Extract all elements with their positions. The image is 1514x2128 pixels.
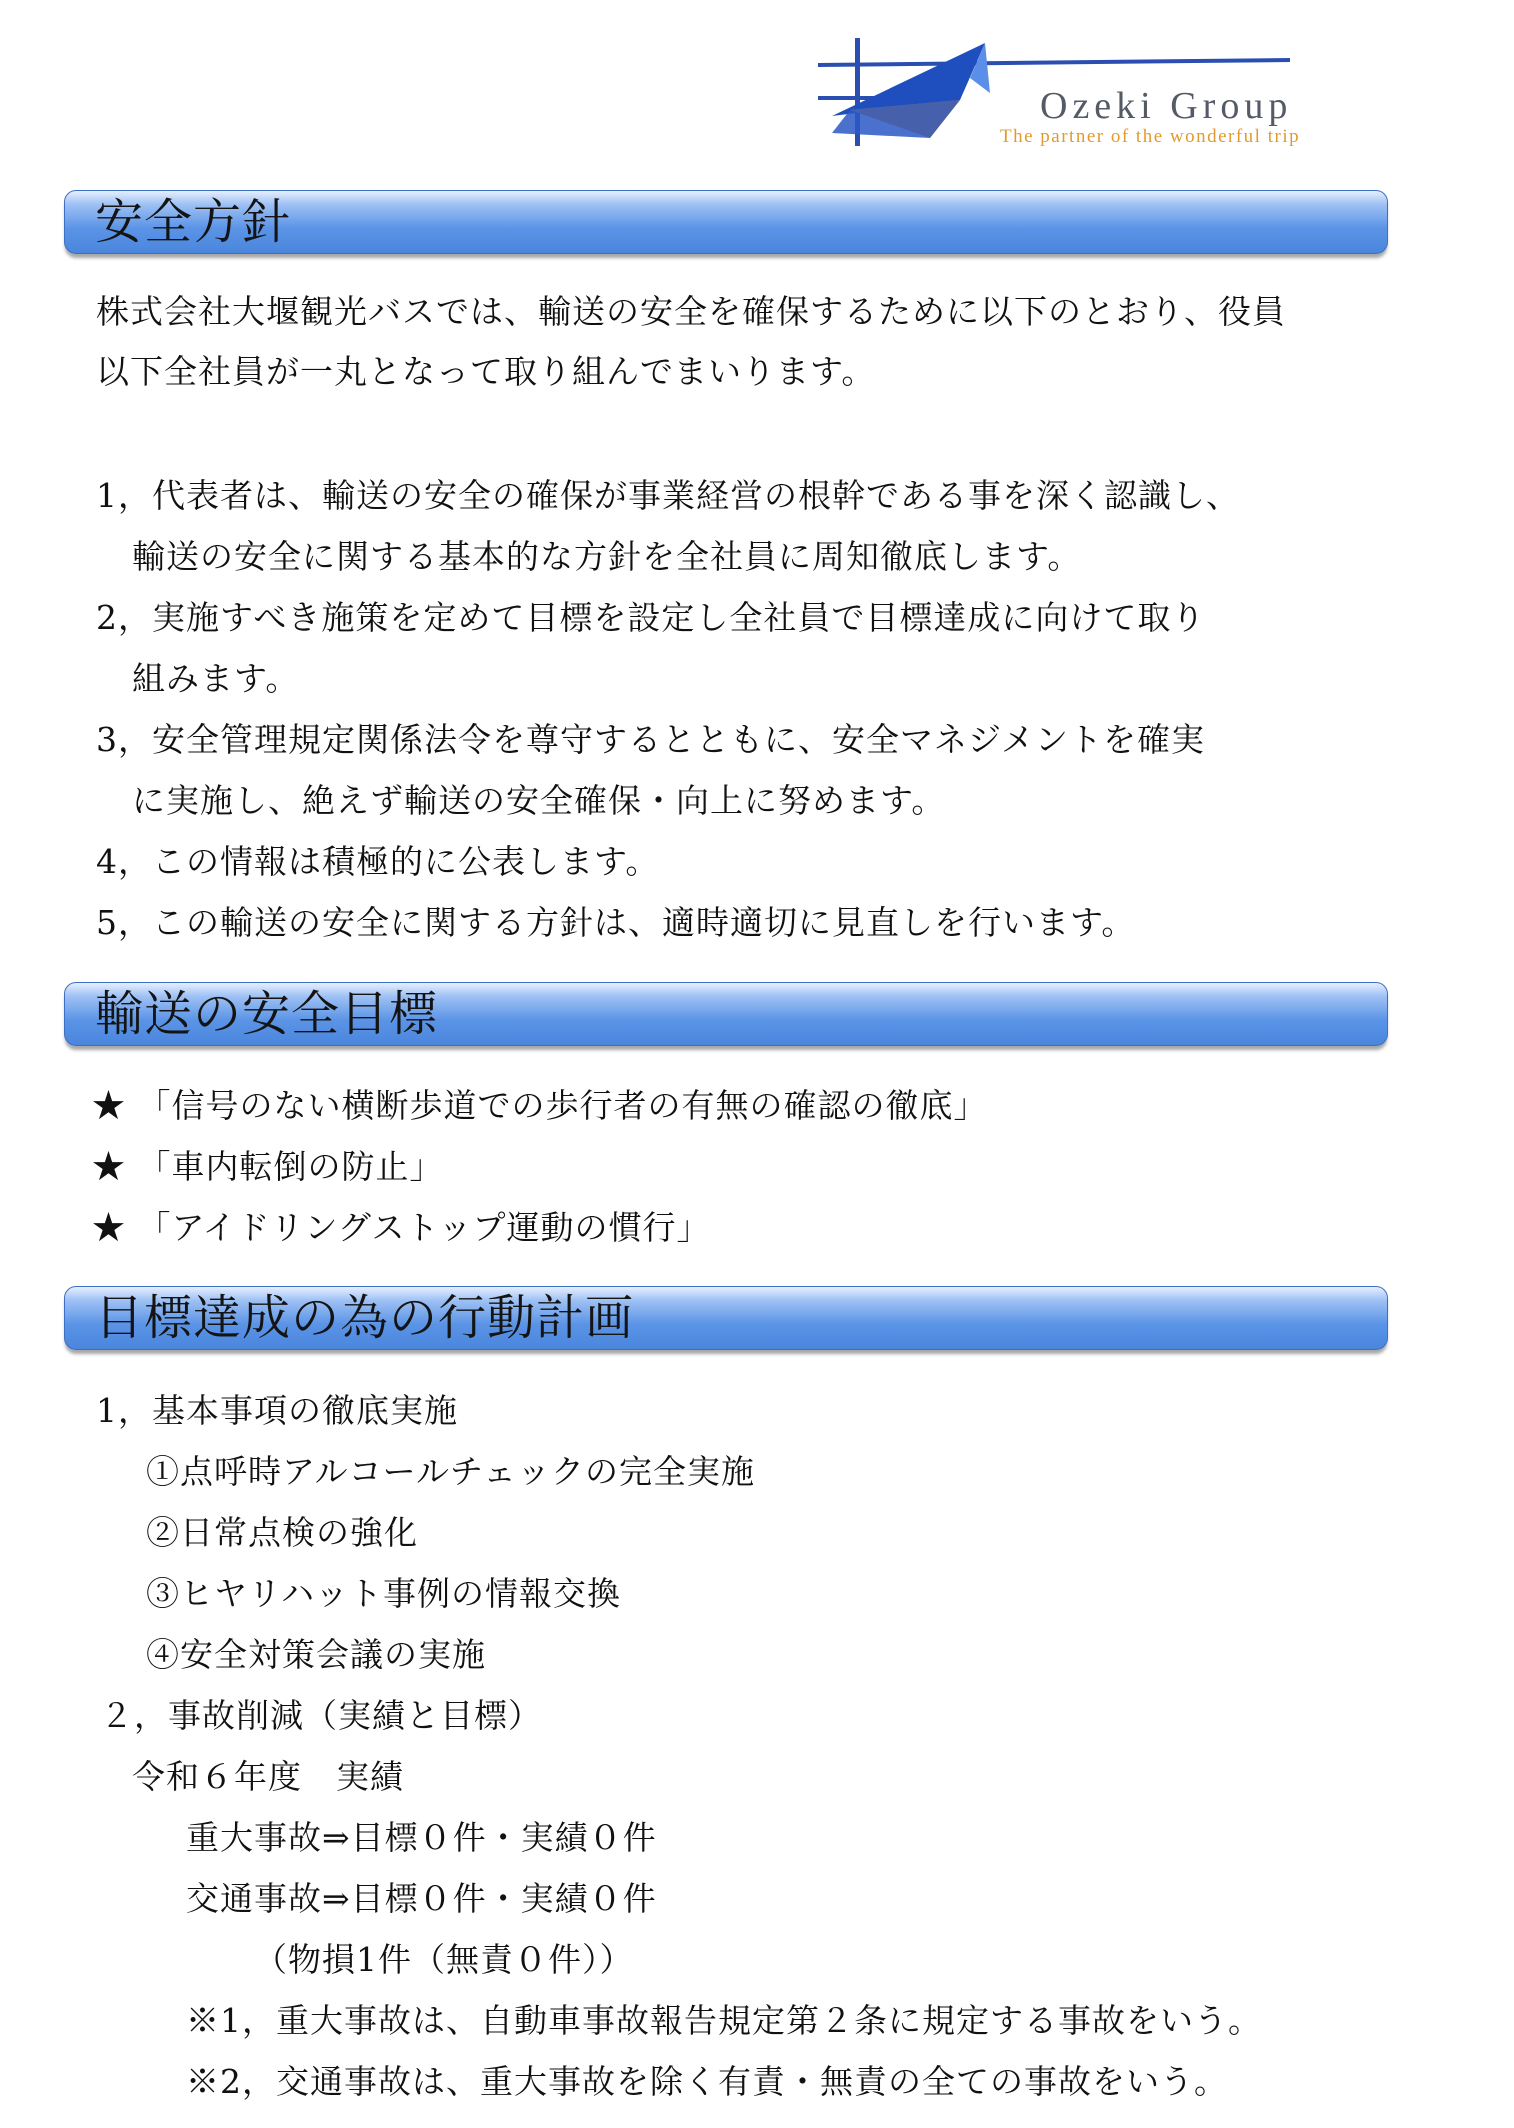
- plan-subitem: ③ヒヤリハット事例の情報交換: [146, 1574, 622, 1613]
- section-title-goals: 輸送の安全目標: [95, 986, 439, 1042]
- plan-year-heading: 令和６年度 実績: [132, 1757, 404, 1796]
- plan-subitem: ④安全対策会議の実施: [146, 1635, 486, 1674]
- plan-result-note: （物損1件（無責０件））: [254, 1940, 634, 1979]
- plan-result-line: 重大事故⇒目標０件・実績０件: [186, 1818, 657, 1857]
- policy-item-continuation: 組みます。: [132, 659, 300, 698]
- ozeki-group-logo: [810, 38, 1350, 158]
- goal-item: ★ 「アイドリングストップ運動の慣行」: [92, 1208, 711, 1247]
- section-title-policy: 安全方針: [95, 194, 292, 250]
- policy-item: 1，代表者は、輸送の安全の確保が事業経営の根幹である事を深く認識し、: [96, 476, 1240, 515]
- policy-item: 2，実施すべき施策を定めて目標を設定し全社員で目標達成に向けて取り: [96, 598, 1206, 637]
- plan-footnote: ※1，重大事故は、自動車事故報告規定第２条に規定する事故をいう。: [186, 2001, 1262, 2040]
- section-title-plan: 目標達成の為の行動計画: [95, 1290, 635, 1346]
- policy-intro-line: 以下全社員が一丸となって取り組んでまいります。: [96, 352, 876, 391]
- policy-item: 3，安全管理規定関係法令を尊守するとともに、安全マネジメントを確実: [96, 720, 1206, 759]
- logo-name: Ozeki Group: [1040, 85, 1293, 127]
- plan-subitem: ①点呼時アルコールチェックの完全実施: [146, 1452, 756, 1491]
- plan-subitem: ②日常点検の強化: [146, 1513, 418, 1552]
- plan-footnote: ※2，交通事故は、重大事故を除く有責・無責の全ての事故をいう。: [186, 2062, 1228, 2101]
- policy-item-continuation: 輸送の安全に関する基本的な方針を全社員に周知徹底します。: [132, 537, 1082, 576]
- goal-item: ★ 「信号のない横断歩道での歩行者の有無の確認の徹底」: [92, 1086, 988, 1125]
- plan-line: 1，基本事項の徹底実施: [96, 1391, 458, 1430]
- policy-intro-line: 株式会社大堰観光バスでは、輸送の安全を確保するために以下のとおり、役員: [96, 292, 1286, 331]
- section-header-plan: [64, 1286, 1388, 1350]
- policy-item: 4，この情報は積極的に公表します。: [96, 842, 660, 881]
- policy-item-continuation: に実施し、絶えず輸送の安全確保・向上に努めます。: [132, 781, 946, 820]
- section-header-policy: [64, 190, 1388, 254]
- section-header-goals: [64, 982, 1388, 1046]
- policy-item: 5，この輸送の安全に関する方針は、適時適切に見直しを行います。: [96, 903, 1136, 942]
- plan-result-line: 交通事故⇒目標０件・実績０件: [186, 1879, 657, 1918]
- goal-item: ★ 「車内転倒の防止」: [92, 1147, 444, 1186]
- logo-tagline: The partner of the wonderful trip: [1000, 126, 1301, 147]
- plan-line: ２，事故削減（実績と目標）: [100, 1696, 542, 1735]
